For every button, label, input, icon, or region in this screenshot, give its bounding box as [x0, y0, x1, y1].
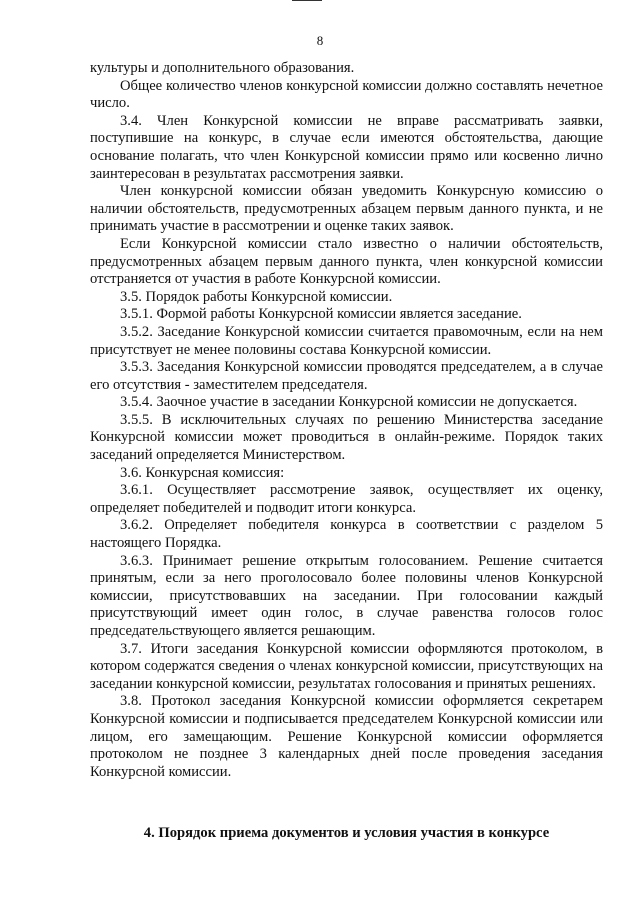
paragraph: 3.6.1. Осуществляет рассмотрение заявок, осуществляет их оценку, определяет победителей и подводит итоги конкурса.: [90, 482, 603, 516]
paragraph: 3.4. Член Конкурсной комиссии не вправе рассматривать заявки, поступившие на конкурс, в случае если имеются обстоятельства, дающие основание полагать, что член Конкурсной комиссии прямо или косвенно лично заинтересован в результатах рассмотрения заявки.: [90, 112, 603, 182]
paragraph: 3.8. Протокол заседания Конкурсной комиссии оформляется секретарем Конкурсной комиссии и подписывается председателем Конкурсной комиссии или лицом, его замещающим. Решение Конкурсной комиссии оформляется протоколом не позднее 3 календарных дней после проведения заседания Конкурсной комиссии.: [90, 693, 603, 780]
paragraph: 3.5.5. В исключительных случаях по решению Министерства заседание Конкурсной комиссии может проводиться в онлайн-режиме. Порядок таких заседаний определяется Министерством.: [90, 411, 603, 464]
paragraph: 3.6.2. Определяет победителя конкурса в соответствии с разделом 5 настоящего Порядка.: [90, 517, 603, 552]
page-number: 8: [316, 33, 324, 48]
paragraph: 3.7. Итоги заседания Конкурсной комиссии оформляются протоколом, в котором содержатся сведения о членах конкурсной комиссии, присутствующих на заседании конкурсной комиссии, результатах голосования и принятых решениях.: [90, 640, 603, 692]
paragraph: 3.5.1. Формой работы Конкурсной комиссии является заседание.: [120, 306, 522, 323]
paragraph: 3.5.3. Заседания Конкурсной комиссии проводятся председателем, а в случае его отсутствия - заместителем председателя.: [90, 359, 603, 393]
paragraph: 3.5.2. Заседание Конкурсной комиссии считается правомочным, если на нем присутствует не менее половины состава Конкурсной комиссии.: [90, 323, 603, 358]
paragraph: Общее количество членов конкурсной комиссии должно составлять нечетное число.: [90, 77, 603, 112]
section-heading: 4. Порядок приема документов и условия участия в конкурсе: [143, 825, 550, 841]
paragraph: 3.6. Конкурсная комиссия:: [120, 464, 285, 481]
page-top-mark: [292, 0, 322, 1]
paragraph: Если Конкурсной комиссии стало известно о наличии обстоятельств, предусмотренных абзацем первым данного пункта, член конкурсной комиссии отстраняется от участия в работе Конкурсной комиссии.: [90, 235, 603, 288]
paragraph: Член конкурсной комиссии обязан уведомить Конкурсную комиссию о наличии обстоятельств, предусмотренных абзацем первым данного пункта, и не принимать участие в рассмотрении и оценке таких заявок.: [90, 183, 603, 235]
paragraph: 3.6.3. Принимает решение открытым голосованием. Решение считается принятым, если за него проголосовало более половины членов Конкурсной комиссии, присутствовавших на заседании. При голосовании каждый присутствующий имеет один голос, в случае равенства голосов голос председательствующего является решающим.: [90, 552, 603, 639]
paragraph: 3.5. Порядок работы Конкурсной комиссии.: [120, 288, 393, 305]
paragraph: культуры и дополнительного образования.: [90, 60, 355, 76]
body-text: [90, 60, 603, 781]
paragraph: 3.5.4. Заочное участие в заседании Конкурсной комиссии не допускается.: [120, 394, 578, 411]
